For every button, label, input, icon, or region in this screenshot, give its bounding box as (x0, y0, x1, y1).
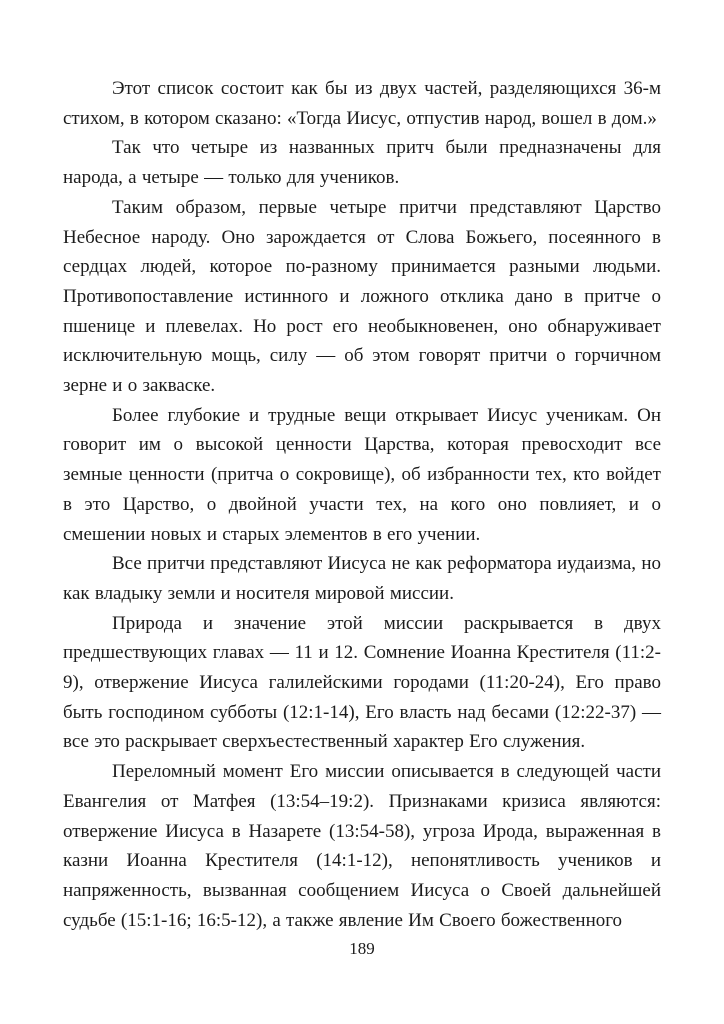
paragraph: Более глубокие и трудные вещи открывает Иисус ученикам. Он говорит им о высокой ценности Царства, которая превосходит все земные ценности (притча о сокровище), об избранности тех, кто войдет в это Царство, о двойной участи тех, на кого оно повлияет, и о смешении новых и старых элементов в его учении. (63, 404, 661, 545)
page-number: 189 (349, 939, 375, 958)
paragraph: Этот список состоит как бы из двух частей, разделяющихся 36-м стихом, в котором сказано: «Тогда Иисус, отпустив народ, вошел в дом.» (63, 78, 661, 129)
paragraph: Переломный момент Его миссии описывается в следующей части Евангелия от Матфея (13:54–19:2). Признаками кризиса являются: отвержение Иисуса в Назарете (13:54-58), угроза Ирода, выраженная в казни Иоанна Крестителя (14:1-12), непонятливость учеников и напряженность, вызванная сообщением Иисуса о Своей дальнейшей судьбе (15:1-16; 16:5-12), а также явление Им Своего божественного (63, 761, 661, 931)
paragraph: Таким образом, первые четыре притчи представляют Царство Небесное народу. Оно зарождается от Слова Божьего, посеянного в сердцах людей, которое по-разному принимается разными людьми. Противопоставление истинного и ложного отклика дано в притче о пшенице и плевелах. Но рост его необыкновенен, оно обнаруживает исключительную мощь, силу — об этом говорят притчи о горчичном зерне и о закваске. (63, 196, 661, 397)
paragraph: Все притчи представляют Иисуса не как реформатора иудаизма, но как владыку земли и носителя мировой миссии. (63, 553, 661, 604)
paragraph: Так что четыре из названных притч были предназначены для народа, а четыре — только для учеников. (63, 137, 661, 189)
paragraph: Природа и значение этой миссии раскрывается в двух предшествующих главах — 11 и 12. Сомнение Иоанна Крестителя (11:2-9), отвержение Иисуса галилейскими городами (11:20-24), Его право быть господином субботы (12:1-14), Его власть над бесами (12:22-37) — все это раскрывает сверхъестественный характер Его служения. (63, 612, 661, 753)
page-body (63, 74, 661, 935)
